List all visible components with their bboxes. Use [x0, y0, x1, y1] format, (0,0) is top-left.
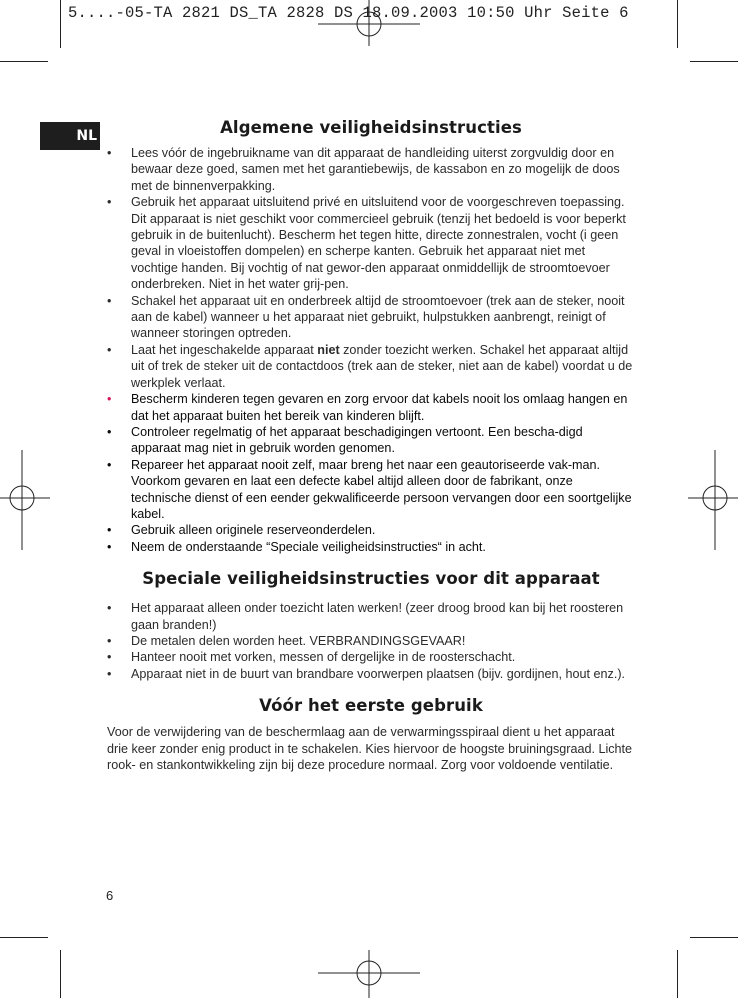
list-item: • Het apparaat alleen onder toezicht laten werken! (zeer droog brood kan bij het roosteren gaan branden!) [107, 601, 624, 632]
general-safety-list [107, 145, 635, 555]
crop-mark [0, 61, 48, 62]
section-title-first-use: Vóór het eerste gebruik [259, 696, 483, 716]
list-item: • Controleer regelmatig of het apparaat beschadigingen vertoont. Een bescha-digd apparaat mag niet in gebruik worden genomen. [107, 424, 583, 456]
main-content [107, 118, 635, 773]
bullet-icon: • [107, 146, 112, 160]
crop-mark [690, 937, 738, 938]
bullet-icon: • [107, 539, 112, 554]
list-item: • Apparaat niet in de buurt van brandbare voorwerpen plaatsen (bijv. gordijnen, hout enz.). [107, 666, 626, 681]
bullet-icon: • [107, 523, 112, 538]
crop-mark [677, 0, 678, 48]
crop-mark [677, 950, 678, 998]
crop-mark [0, 937, 48, 938]
list-item: • Hanteer nooit met vorken, messen of dergelijke in de roosterschacht. [107, 650, 516, 665]
list-item: • Bescherm kinderen tegen gevaren en zorg ervoor dat kabels nooit los omlaag hangen en dat het apparaat buiten het bereik van kinderen blijft. [107, 392, 628, 423]
list-item: • Neem de onderstaande “Speciale veiligheidsinstructies“ in acht. [107, 539, 486, 554]
bullet-icon: • [107, 633, 112, 648]
bullet-icon: • [107, 424, 112, 439]
bullet-icon: • [107, 601, 112, 616]
bullet-icon: • [107, 650, 112, 665]
registration-mark-left [0, 450, 50, 550]
list-item: • Repareer het apparaat nooit zelf, maar breng het naar een geautoriseerde vak-man. Voorkom gevaren en laat een defecte kabel altijd alleen door de fabrikant, onze technische dienst of een eender gekwalificeerde persoon vervangen door een soortgelijke kabel. [107, 457, 632, 521]
section-title-general-safety: Algemene veiligheidsinstructies [220, 118, 522, 137]
language-tab: NL [40, 122, 100, 150]
bullet-icon: • [107, 457, 112, 472]
first-use-paragraph: Voor de verwijdering van de beschermlaag aan de verwarmingsspiraal dient u het apparaat drie keer zonder enig product in te schakelen. Kies hiervoor de hoogste bruiningsgraad. Lichte rook- en stankontwikkeling zijn bij deze procedure normaal. Zorg voor voldoende ventilatie. [107, 725, 633, 772]
bullet-icon: • [107, 195, 112, 210]
section-title-special-safety: Speciale veiligheidsinstructies voor dit apparaat [142, 569, 600, 589]
bullet-icon: • [107, 392, 112, 407]
page-number: 6 [106, 888, 114, 903]
list-item: • Schakel het apparaat uit en onderbreek altijd de stroomtoevoer (trek aan de steker, nooit aan de kabel) wanneer u het apparaat niet gebruikt, hulpstukken aanbrengt, reinigt of wanneer storingen optreden. [107, 293, 625, 341]
list-item: • Gebruik alleen originele reserveonderdelen. [107, 523, 376, 538]
bullet-icon: • [107, 342, 112, 357]
crop-mark [60, 0, 61, 48]
registration-mark-right [688, 450, 738, 550]
special-safety-list [107, 600, 635, 682]
list-item: • Laat het ingeschakelde apparaat niet zonder toezicht werken. Schakel het apparaat altijd uit of trek de steker uit de contactdoos (trek aan de steker, niet aan de kabel) voordat u de werkplek verlaat. [107, 342, 633, 390]
bullet-icon: • [107, 666, 112, 681]
list-item: • Lees vóór de ingebruikname van dit apparaat de handleiding uiterst zorgvuldig door en bewaar deze goed, samen met het garantiebewijs, de kassabon en zo mogelijk de doos met de binnenverpakking. [107, 146, 620, 193]
registration-mark-bottom [318, 950, 420, 998]
print-slug: 5....-05-TA 2821 DS_TA 2828 DS 18.09.2003 10:50 Uhr Seite 6 [68, 4, 629, 22]
crop-mark [690, 61, 738, 62]
registration-mark-top [318, 0, 420, 46]
list-item: • De metalen delen worden heet. VERBRANDINGSGEVAAR! [107, 633, 466, 648]
crop-mark [60, 950, 61, 998]
list-item: • Gebruik het apparaat uitsluitend privé en uitsluitend voor de voorgeschreven toepassing. Dit apparaat is niet geschikt voor commercieel gebruik (tenzij het bedoeld is voor beperkt gebruik in de buitenlucht). Bescherm het tegen hitte, directe zonnestralen, vocht (i geen geval in vloeistoffen dompelen) en scherpe kanten. Gebruik het apparaat niet met vochtige handen. Bij vochtig of nat gewor-den apparaat onmiddellijk de stroomtoevoer onderbreken. Niet in het water grij-pen. [107, 195, 626, 292]
bullet-icon: • [107, 293, 112, 308]
